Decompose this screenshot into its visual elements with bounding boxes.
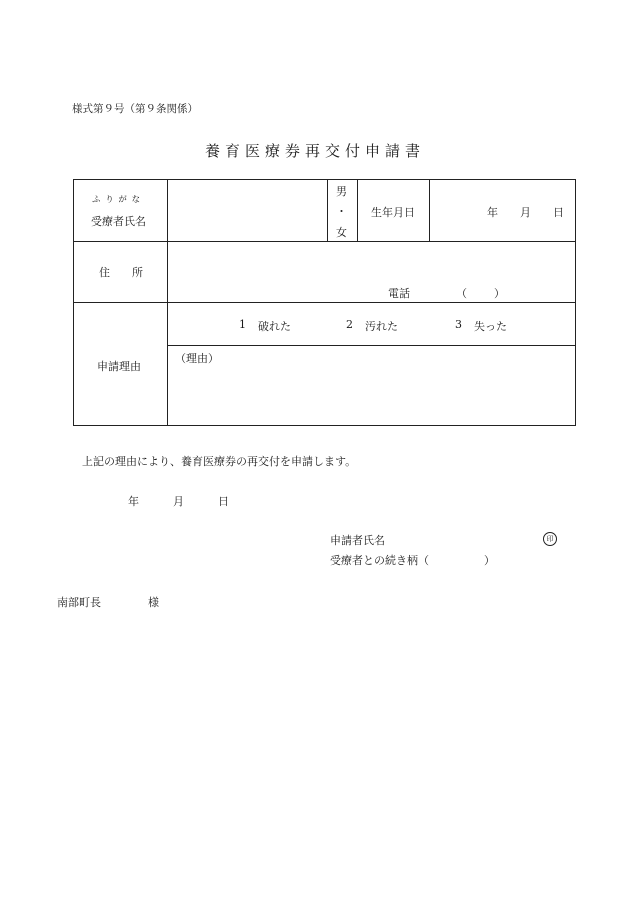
birth-year-unit: 年 [487, 206, 498, 219]
application-statement: 上記の理由により、養育医療券の再交付を申請します。 [82, 455, 357, 468]
row-divider [167, 345, 575, 346]
patient-name-field[interactable] [168, 180, 326, 240]
birth-day-unit: 日 [553, 206, 564, 219]
phone-paren-close: ） [494, 287, 505, 300]
date-year-unit: 年 [128, 495, 139, 508]
reason-detail-field[interactable] [168, 370, 575, 425]
column-divider [327, 180, 328, 241]
honorific: 様 [148, 596, 159, 609]
column-divider [429, 180, 430, 241]
birth-month-unit: 月 [520, 206, 531, 219]
phone-label: 電話 [388, 287, 410, 300]
date-day-unit: 日 [218, 495, 229, 508]
document-title: 養育医療券再交付申請書 [204, 142, 425, 160]
application-table [73, 179, 576, 426]
reason-option-number: 2 [346, 318, 353, 331]
reason-option-number: 3 [455, 318, 462, 331]
phone-paren-open: （ [456, 287, 467, 300]
patient-name-label: 受療者氏名 [91, 215, 146, 228]
applicant-name-label: 申請者氏名 [330, 534, 385, 547]
reason-option-number: 1 [239, 318, 246, 331]
reason-option-torn[interactable]: 破れた [258, 320, 291, 333]
birthdate-label: 生年月日 [371, 206, 415, 219]
form-number: 様式第９号（第９条関係） [72, 103, 198, 115]
seal-mark-icon: 印 [543, 532, 557, 546]
sex-female-option[interactable]: 女 [336, 226, 347, 239]
reason-detail-label: （理由） [175, 352, 219, 365]
reason-label: 申請理由 [97, 360, 141, 373]
sex-separator: ・ [336, 205, 347, 218]
reason-option-soiled[interactable]: 汚れた [365, 320, 398, 333]
relationship-label: 受療者との続き柄（ ） [330, 554, 495, 567]
addressee: 南部町長 [57, 596, 101, 609]
column-divider [357, 180, 358, 241]
address-label: 住 所 [99, 266, 143, 279]
address-field[interactable] [168, 242, 575, 282]
row-divider [74, 302, 575, 303]
sex-male-option[interactable]: 男 [336, 185, 347, 198]
date-month-unit: 月 [173, 495, 184, 508]
reason-option-lost[interactable]: 失った [474, 320, 507, 333]
furigana-label: ふ り が な [92, 195, 142, 205]
